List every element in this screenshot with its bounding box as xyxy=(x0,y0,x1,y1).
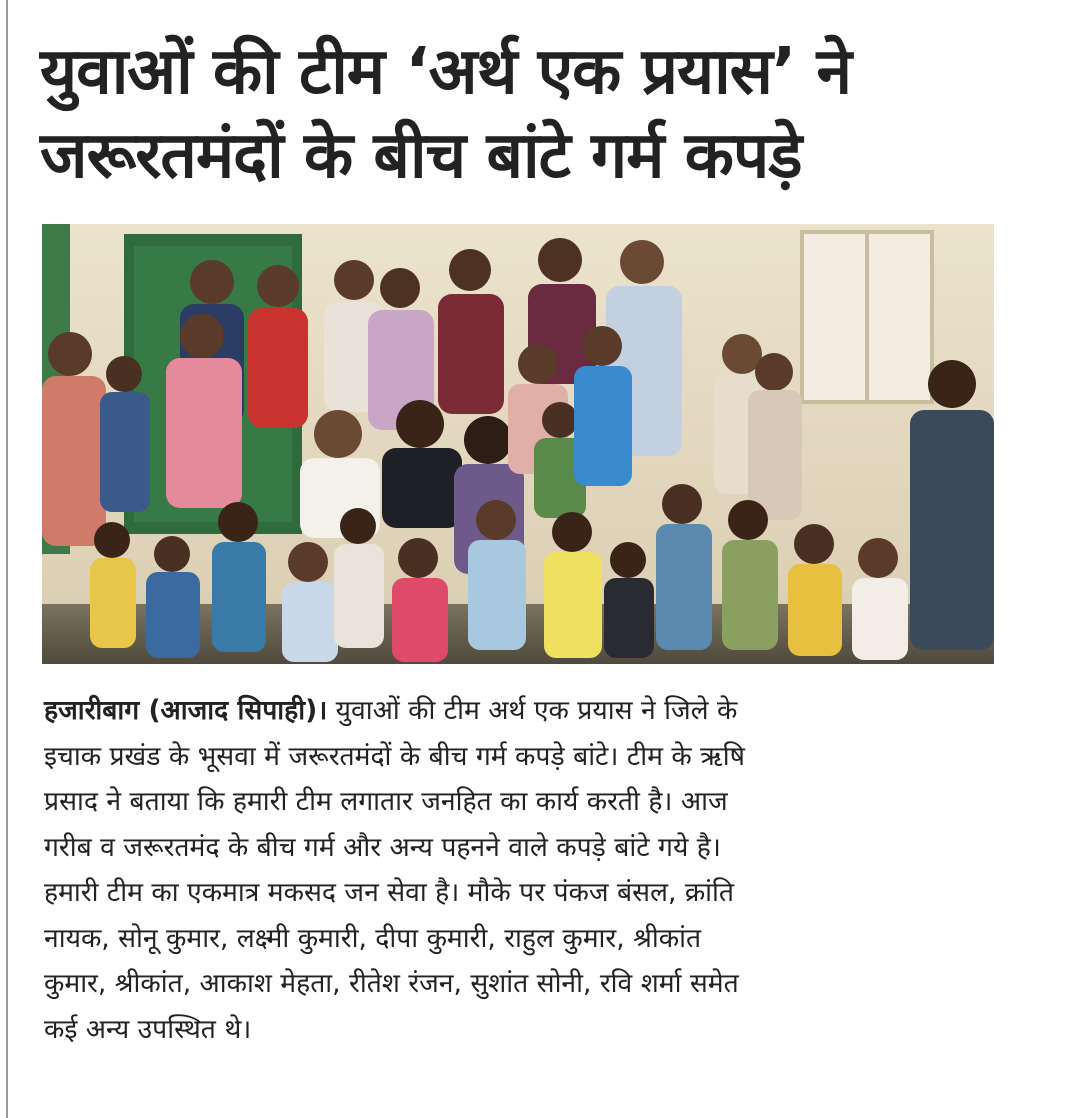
article-line-2: इचाक प्रखंड के भूसवा में जरूरतमंदों के बीच गर्म कपड़े बांटे। टीम के ऋषि xyxy=(44,740,745,772)
headline xyxy=(40,30,1050,198)
article-line-3: प्रसाद ने बताया कि हमारी टीम लगातार जनहित का कार्य करती है। आज xyxy=(44,786,728,817)
article-line-1-text: युवाओं की टीम अर्थ एक प्रयास ने जिले के xyxy=(327,695,738,726)
headline-line-2: जरूरतमंदों के बीच बांटे गर्म कपड़े xyxy=(40,119,802,193)
article-line-5: हमारी टीम का एकमात्र मकसद जन सेवा है। मौके पर पंकज बंसल, क्रांति xyxy=(44,877,735,908)
article-line-7: कुमार, श्रीकांत, आकाश मेहता, रीतेश रंजन, सुशांत सोनी, रवि शर्मा समेत xyxy=(44,968,739,999)
dateline: हजारीबाग (आजाद सिपाही)। xyxy=(44,695,328,726)
article-line-4: गरीब व जरूरतमंद के बीच गर्म और अन्य पहनने वाले कपड़े बांटे गये है। xyxy=(44,831,721,863)
group-photo-illustration xyxy=(42,224,994,664)
article-line-1 xyxy=(44,688,1004,734)
article-line-8: कई अन्य उपस्थित थे। xyxy=(44,1013,252,1045)
article-body xyxy=(44,688,1004,1052)
column-rule xyxy=(6,0,8,1118)
group-photo xyxy=(42,224,994,664)
headline-line-1: युवाओं की टीम ‘अर्थ एक प्रयास’ ने xyxy=(40,35,852,109)
article-line-6: नायक, सोनू कुमार, लक्ष्मी कुमारी, दीपा कुमारी, राहुल कुमार, श्रीकांत xyxy=(44,922,702,954)
